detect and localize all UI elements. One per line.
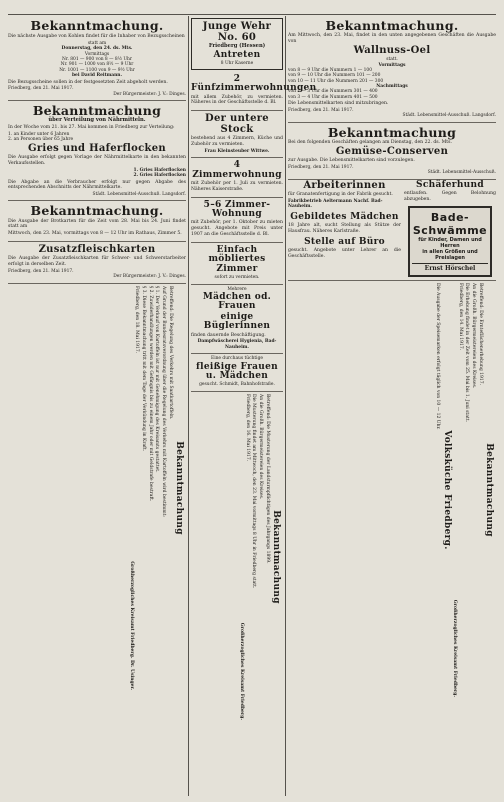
ad-line: Fabrikbetrieb Aeltermann Nachf. Bad-Nauheim. <box>288 198 383 210</box>
notice-line: Nr. 801 — 900 von 8 — 8½ Uhr <box>62 57 132 63</box>
notice-line: An die Großh. Bürgermeistereien des Kreises. <box>470 282 476 388</box>
notice-date: Friedberg, den 21. Mai 1917. <box>8 86 74 92</box>
ad-line: für Granatenfertigung in der Fabrik gesucht. <box>288 192 393 198</box>
notice-line: § 3. Diese Bekanntmachung tritt mit dem Tage der Verkündung in Kraft. <box>140 285 146 451</box>
notice-date: Friedberg, den 16. Mai 1917. <box>244 393 250 461</box>
ad-arbeiterinnen <box>288 180 401 280</box>
logo-title: Bade-Schwämme <box>412 210 488 237</box>
notice-line: Mittwoch, den 23. Mai, vormittags von 8 — 12 Uhr im Rathaus, Zimmer 5. <box>8 231 182 237</box>
column-left <box>8 16 186 796</box>
notice-title: Zusatzfleischkarten <box>38 243 156 255</box>
notice-line: von 10 — 11 Uhr die Nummern 201 — 300 <box>288 78 384 84</box>
notice-line: Bei den folgenden Geschäften gelangen am Dienstag, den 22. ds. Mts. <box>288 139 452 145</box>
ad-title: Schäferhund <box>416 179 484 190</box>
notice-line: Die Lebensmittelkarten sind mitzubringen. <box>288 101 389 107</box>
ad-unterer-stock <box>191 111 283 158</box>
rotated-notice-area <box>191 392 283 722</box>
column-middle <box>191 16 317 796</box>
notice-heading: Gemüse-Conserven <box>335 145 449 157</box>
rotated-notice-area <box>8 284 186 694</box>
notice-title: Bekanntmachung <box>484 442 494 537</box>
ad-line: gesucht. Schmidt, Bahnhofstraße. <box>199 382 275 388</box>
ad-line: mit allem Zubehör, zu vermieten. Näheres in der Geschäftsstelle d. Bl. <box>191 94 283 106</box>
column-rule <box>188 16 189 796</box>
ad-line: Dampfwäscherei Hygienia, Bad-Nauheim. <box>197 339 277 350</box>
notice-line: Betreffend: Die Ernteflächenerhebung 1917. <box>477 282 483 385</box>
notice-signature: Großherzogliches Kreisamt Friedberg. <box>452 599 458 697</box>
ad-title: 4 Zimmerwohnung <box>192 160 282 180</box>
ad-title: Arbeiterinnen <box>303 179 386 191</box>
notice-line: bei David Reitmann. <box>71 73 123 79</box>
ad-row <box>288 180 496 281</box>
notice-subtitle: über Verteilung von Nährmitteln. <box>48 117 146 124</box>
notice-line: statt. <box>386 57 398 63</box>
notice-title: Bekanntmachung <box>174 440 184 535</box>
ad-line: finden dauernde Beschäftigung. <box>191 332 266 338</box>
ad-pre: Mehrere <box>227 286 247 292</box>
notice-title: Bekanntmachung <box>271 509 281 604</box>
notice-line: Betreffend: Die Musterung der Landsturmpflichtigen des Jahrgangs 1899. <box>264 393 270 564</box>
notice-brotkarten <box>8 201 186 241</box>
notice-line: Die Abgabe an die Verbraucher erfolgt nur gegen Abgabe des entsprechenden Abschnitts der Nährmittelkarte. <box>8 179 186 191</box>
column-right <box>288 16 496 796</box>
notice-title: Volksküche Friedberg. <box>441 429 452 550</box>
ad-zimmer <box>191 243 283 285</box>
ad-line: gesucht. Angebote unter Lehrer an die Geschäftsstelle. <box>288 248 401 259</box>
ad-pre: Eine durchaus tüchtige <box>210 356 263 362</box>
ad-line: mit Zubehör, per 1. Oktober zu mieten gesucht. Angebote mit Preis unter 1907 an die Geschäftsstelle d. Bl. <box>191 220 283 238</box>
notice-date: Friedberg, den 21. Mai 1917. <box>288 164 354 170</box>
notice-title: Bekanntmachung. <box>30 203 164 219</box>
notice-heading: Wallnuss-Oel <box>353 44 431 56</box>
ad-line: 8 Uhr Kaserne <box>220 61 254 67</box>
notice-title: Bekanntmachung <box>327 124 457 140</box>
notice-line: Am Mittwoch, den 23. Mai, findet in den unten angegebenen Geschäften die Ausgabe von <box>288 33 496 44</box>
notice-signature: Großherzogliches Kreisamt Friedberg. <box>239 622 245 720</box>
notice-line: Die Ausgabe der Speisemarken erfolgt täglich von 10 — 12 Uhr. <box>435 282 441 430</box>
notice-gemuese-conserven <box>288 123 496 180</box>
notice-line: Die Ausgabe erfolgt gegen Vorlage der Nährmittelkarte in den bekannten Verkaufsstellen. <box>8 155 186 166</box>
notice-line: statt am <box>87 40 107 46</box>
notice-date: Friedberg, den 14. Mai 1917. <box>457 282 463 350</box>
ad-title: 5–6 Zimmer-Wohnung <box>203 199 271 220</box>
notice-wallnuss-oel <box>288 16 496 123</box>
notice-line: An die Großh. Bürgermeistereien des Kreises. <box>257 393 263 500</box>
ad-fuenf-sechs-zimmer <box>191 198 283 243</box>
notice-heading: Gries und Haferflocken <box>28 142 166 154</box>
notice-signature: Der Bürgermeister: J. V.: Dinges. <box>113 91 186 97</box>
notice-date: Friedberg, den 18. Mai 1917. <box>134 285 140 353</box>
notice-signature: Städt. Lebensmittel-Ausschuß. <box>427 170 496 176</box>
ad-title: Junge Wehr No. 60 <box>202 21 272 43</box>
notice-line: Die Musterung findet am Mittwoch, den 23. Mai vormittags 8 Uhr in Friedberg statt. <box>251 393 257 589</box>
ad-heading: Antreten <box>213 49 261 60</box>
ad-line: sofort zu vermieten. <box>214 275 260 281</box>
ad-title: 2 Fünfzimmerwohnungen <box>191 73 317 94</box>
notice-line: Nachmittags <box>376 84 408 90</box>
ad-title: Der untere Stock <box>205 113 269 135</box>
ad-frauen <box>191 354 283 392</box>
notice-line: Betreffend: Die Regelung des Verkehrs mit Saatkartoffeln. <box>167 285 173 420</box>
notice-zusatzfleisch <box>8 242 186 284</box>
notice-line: Die Erhebung findet in der Zeit vom 25. Mai bis 1. Juni statt. <box>464 282 470 422</box>
notice-line: § 2. Zuwiderhandlungen werden mit Gefängnis bis zu einem Jahr oder mit Geldstrafe bestraft. <box>147 285 153 502</box>
rotated-notice <box>434 283 494 697</box>
ad-line: bestehend aus 4 Zimmern, Küche und Zubehör zu vermieten. <box>191 136 283 147</box>
ad-line: entlaufen. Gegen Belohnung abzugeben. <box>404 191 496 202</box>
notice-line: 1. Gries Haferflocken <box>133 167 186 173</box>
top-rule <box>8 14 496 15</box>
logo-subtitle: in allen Größen und Preislagen <box>422 248 478 261</box>
notice-line: Vormittags <box>84 51 110 57</box>
ad-title: Gebildetes Mädchen <box>290 211 399 222</box>
ad-line: 18 Jahre alt, sucht Stellung als Stütze der Hausfrau. Näheres Karlstraße. <box>288 223 401 234</box>
notice-line: Donnerstag, den 24. ds. Mts. <box>61 46 133 52</box>
notice-line: Die nächste Ausgabe von Kohlen findet für die Inhaber von Bezugsscheinen <box>8 34 185 40</box>
notice-signature: Großherzogliches Kreisamt Friedberg. Dr. Usinger. <box>128 560 134 690</box>
notice-signature: Städt. Lebensmittel-Ausschuß. Langsdorf. <box>402 113 496 119</box>
ad-maedchen <box>191 285 283 355</box>
notice-line: In der Woche vom 21. bis 27. Mai kommen in Friedberg zur Verteilung: <box>8 125 175 131</box>
ad-column-right <box>404 180 496 280</box>
logo-name: Ernst Hörschel <box>412 263 488 272</box>
notice-naehrmittel <box>8 101 186 201</box>
ad-fuenfzimmer <box>191 72 317 111</box>
notice-title: Bekanntmachung <box>32 103 162 119</box>
ad-vierzimmer <box>191 158 283 197</box>
notice-line: § 1. Der Verkauf von Kartoffeln ist nur mit Genehmigung des Kreisamts gestattet. <box>154 285 160 473</box>
ad-line: mit Zubehör per 1. Juli zu vermieten. Näheres Kaiserstraße. <box>191 181 283 192</box>
ad-title: Mädchen od. Frauen <box>202 291 272 312</box>
notice-line: Vormittags <box>378 62 406 68</box>
ad-subtitle: einige Büglerinnen <box>203 311 271 332</box>
rotated-notice <box>239 394 281 720</box>
notice-line: Nr. 1001 — 1100 von 9 — 9½ Uhr <box>59 67 135 73</box>
notice-signature: Der Bürgermeister: J. V.: Dinges. <box>113 274 186 280</box>
notice-title: Bekanntmachung. <box>30 18 164 33</box>
notice-line: 1. an Kinder unter 6 Jahren <box>8 131 70 137</box>
logo-subtitle: für Kinder, Damen und Herren <box>418 236 482 249</box>
notice-signature: Städt. Lebensmittel-Ausschuß. Langsdorf. <box>92 192 186 198</box>
ad-subtitle: Friedberg (Hessen) <box>208 43 266 49</box>
notice-line: 2. Gries Haferflocken <box>133 173 186 179</box>
notice-line: 2. an Personen über 65 Jahre <box>8 137 74 143</box>
notice-line: zur Ausgabe. Die Lebensmittelkarten sind vorzulegen. <box>288 158 415 164</box>
notice-line: von 2 — 3 Uhr die Nummern 301 — 400 <box>288 89 378 95</box>
notice-line: Die Ausgabe der Zusatzfleischkarten für Schwer- und Schwerstarbeiter erfolgt in derselben Zeit. <box>8 256 186 268</box>
notice-title: Bekanntmachung. <box>325 18 459 33</box>
rotated-notice <box>128 286 184 690</box>
notice-line: Die Ausgabe der Brotkarten für die Zeit vom 28. Mai bis 24. Juni findet statt am <box>8 218 186 230</box>
notice-date: Friedberg, den 21. Mai 1917. <box>288 107 354 113</box>
notice-line: Auf Grund der Bundesratsverordnung über die Regelung des Verkehrs mit Kartoffeln wird bestimmt: <box>160 285 166 517</box>
notice-line: Nr. 901 — 1000 von 8½ — 9 Uhr <box>60 62 134 68</box>
notice-kohlen <box>8 16 186 101</box>
rotated-notice-area <box>288 281 496 701</box>
bade-schwaemme-logo <box>408 206 492 277</box>
ad-title: Stelle auf Büro <box>304 236 385 247</box>
notice-date: Friedberg, den 21. Mai 1917. <box>8 268 74 274</box>
notice-line: Die Bezugsscheine sollen in der festgesetzten Zeit abgeholt werden. <box>8 79 168 85</box>
notice-line: von 9 — 10 Uhr die Nummern 101 — 200 <box>288 73 381 79</box>
ad-title: Einfach möbliertes Zimmer <box>208 244 266 274</box>
ad-title: fleißige Frauen u. Mädchen <box>196 361 278 381</box>
notice-line: von 8 — 9 Uhr die Nummern 1 — 100 <box>288 67 373 73</box>
ad-junge-wehr <box>191 18 283 70</box>
ad-line: Frau Kleinsteuber Wittwe. <box>204 148 270 154</box>
column-rule <box>285 16 286 796</box>
notice-line: von 3 — 4 Uhr die Nummern 401 — 500 <box>288 94 378 100</box>
